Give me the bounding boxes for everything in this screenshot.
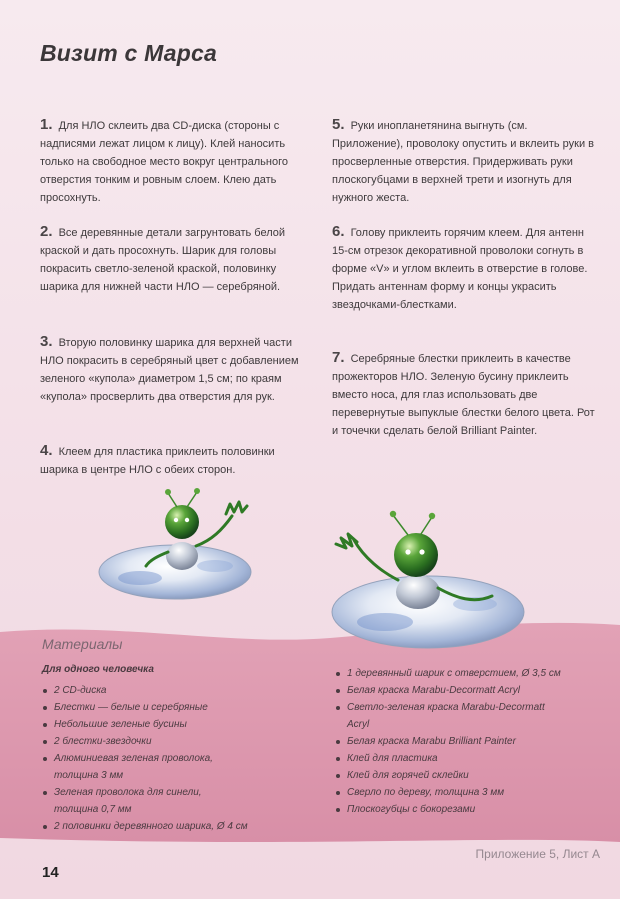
material-item: Плоскогубцы с бокорезами — [335, 801, 605, 818]
step-5 — [332, 116, 600, 207]
antenna — [393, 515, 408, 535]
material-item: Клей для пластика — [335, 750, 605, 767]
step-number: 2. — [40, 223, 53, 240]
step-number: 4. — [40, 442, 53, 459]
ufo-alien-right — [332, 511, 524, 648]
step-text: Для НЛО склеить два CD-диска (стороны с надписями лежат лицом к лицу). Клей наносить только на свободное место вокруг центрального отверстия тонким и ровным слоем. Клею дать просохнуть. — [40, 120, 288, 204]
antenna — [168, 493, 177, 507]
step-2 — [40, 223, 302, 296]
alien-body — [396, 575, 440, 609]
material-item: 2 половинки деревянного шарика, Ø 4 см — [42, 818, 292, 835]
alien-eye — [174, 518, 178, 522]
material-item: Светло-зеленая краска Marabu-Decormatt Acryl — [335, 699, 605, 733]
step-text: Вторую половинку шарика для верхней части НЛО покрасить в серебряный цвет с добавлением зеленого «купола» диаметром 1,5 см; по краям «купола» просверлить два отверстия для рук. — [40, 337, 299, 403]
antenna-star — [165, 489, 171, 495]
step-number: 7. — [332, 349, 345, 366]
material-item: 2 блестки-звездочки — [42, 733, 292, 750]
material-item: Блестки — белые и серебряные — [42, 699, 292, 716]
material-item: Зеленая проволока для синели, толщина 0,7 мм — [42, 784, 292, 818]
materials-list-left — [42, 682, 292, 835]
materials-heading: Материалы — [42, 636, 123, 652]
step-4 — [40, 442, 302, 479]
disc-reflection — [357, 613, 413, 631]
appendix-reference: Приложение 5, Лист А — [475, 847, 600, 861]
alien-head — [165, 505, 199, 539]
antenna-star — [390, 511, 396, 517]
step-text: Руки инопланетянина выгнуть (см. Приложение), проволоку опустить и вклеить руки в просверленные отверстия. Придерживать руки плоскогубцами в верхней трети и изогнуть для нужного жеста. — [332, 120, 595, 204]
page-number: 14 — [42, 864, 59, 881]
material-item: 1 деревянный шарик с отверстием, Ø 3,5 см — [335, 665, 605, 682]
ufo-alien-left — [99, 488, 251, 599]
material-item: Белая краска Marabu Brilliant Painter — [335, 733, 605, 750]
alien-eye — [185, 518, 189, 522]
alien-eye — [419, 549, 424, 554]
alien-hand — [226, 502, 247, 514]
step-text: Голову приклеить горячим клеем. Для антенн 15-см отрезок декоративной проволоки согнуть в форме «V» и углом вклеить в отверстие в голове. Придать антеннам форму и концы украсить звездочками-блестками. — [332, 227, 588, 311]
step-7 — [332, 349, 600, 440]
step-1 — [40, 116, 302, 207]
step-number: 5. — [332, 116, 345, 133]
alien-arm — [354, 540, 398, 580]
step-text: Клеем для пластика приклеить половинки шарика в центре НЛО с обеих сторон. — [40, 446, 275, 476]
antenna — [421, 517, 432, 534]
material-item: Клей для горячей склейки — [335, 767, 605, 784]
material-item: Небольшие зеленые бусины — [42, 716, 292, 733]
materials-subheading: Для одного человечка — [42, 664, 154, 675]
antenna — [187, 492, 197, 507]
material-item: Сверло по дереву, толщина 3 мм — [335, 784, 605, 801]
step-text: Все деревянные детали загрунтовать белой краской и дать просохнуть. Шарик для головы покрасить светло-зеленой краской, половинку шарика для нижней части НЛО — серебряной. — [40, 227, 286, 293]
material-item: Алюминиевая зеленая проволока, толщина 3 мм — [42, 750, 292, 784]
alien-eye — [405, 549, 410, 554]
antenna-star — [194, 488, 200, 494]
alien-head — [394, 533, 438, 577]
step-6 — [332, 223, 600, 314]
step-number: 6. — [332, 223, 345, 240]
step-3 — [40, 333, 302, 406]
page-title: Визит с Марса — [40, 40, 217, 66]
disc-reflection — [118, 571, 162, 585]
step-number: 3. — [40, 333, 53, 350]
step-text: Серебряные блестки приклеить в качестве прожекторов НЛО. Зеленую бусину приклеить вместо носа, для глаз использовать две перевернутые выпуклые блестки белого цвета. Рот и точечки сделать белой Brilliant Painter. — [332, 353, 595, 437]
alien-arm — [196, 516, 232, 546]
disc-reflection — [197, 560, 233, 572]
material-item: 2 CD-диска — [42, 682, 292, 699]
alien-body — [166, 542, 198, 570]
antenna-star — [429, 513, 435, 519]
materials-list-right — [335, 665, 605, 818]
alien-hand — [336, 534, 357, 548]
step-number: 1. — [40, 116, 53, 133]
material-item: Белая краска Marabu-Decormatt Acryl — [335, 682, 605, 699]
